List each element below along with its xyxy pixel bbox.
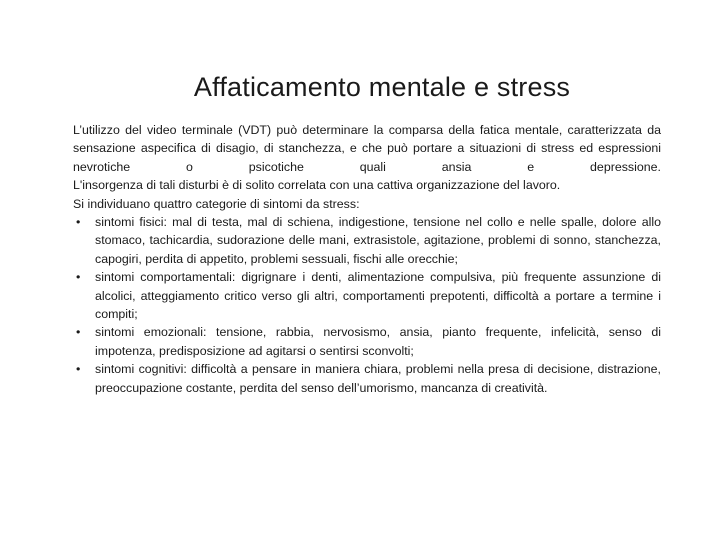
- bullet-icon: •: [76, 362, 81, 377]
- bullet-icon: •: [76, 325, 81, 340]
- categories-intro: Si individuano quattro categorie di sintomi da stress:: [73, 196, 360, 211]
- list-item-emotional: [73, 323, 661, 360]
- slide-body: [73, 121, 661, 397]
- list-item-text: sintomi comportamentali: digrignare i denti, alimentazione compulsiva, più frequente assunzione di alcolici, atteggiamento critico verso gli altri, comportamenti prepotenti, difficoltà a portare a termine i compiti;: [95, 270, 661, 322]
- list-item-text: sintomi emozionali: tensione, rabbia, nervosismo, ansia, pianto frequente, infelicità, senso di impotenza, predisposizione ad agitarsi o sentirsi sconvolti;: [95, 325, 661, 358]
- list-item-physical: [73, 213, 661, 268]
- intro-paragraph: L’utilizzo del video terminale (VDT) può determinare la comparsa della fatica mentale, caratterizzata da sensazione aspecifica di disagio, di stanchezza, e che può portare a situazioni di stress ed espressioni nevrotiche o psicotiche quali ansia e depressione.: [73, 123, 661, 174]
- cause-paragraph: L'insorgenza di tali disturbi è di solito correlata con una cattiva organizzazione del lavoro.: [73, 178, 561, 193]
- list-item-behavioral: [73, 268, 661, 323]
- list-item-text: sintomi fisici: mal di testa, mal di schiena, indigestione, tensione nel collo e nelle spalle, dolore allo stomaco, tachicardia, sudorazione delle mani, extrasistole, agitazione, problemi di sonno, stanchezza, capogiri, perdita di appetito, problemi sessuali, fischi alle orecchie;: [95, 215, 661, 266]
- bullet-icon: •: [76, 215, 81, 230]
- slide-title: Affaticamento mentale e stress: [193, 72, 571, 102]
- bullet-icon: •: [76, 270, 81, 285]
- symptom-list: [73, 213, 661, 397]
- list-item-cognitive: [73, 360, 661, 397]
- list-item-text: sintomi cognitivi: difficoltà a pensare in maniera chiara, problemi nella presa di decisione, distrazione, preoccupazione costante, perdita del senso dell’umorismo, mancanza di creatività.: [95, 362, 661, 395]
